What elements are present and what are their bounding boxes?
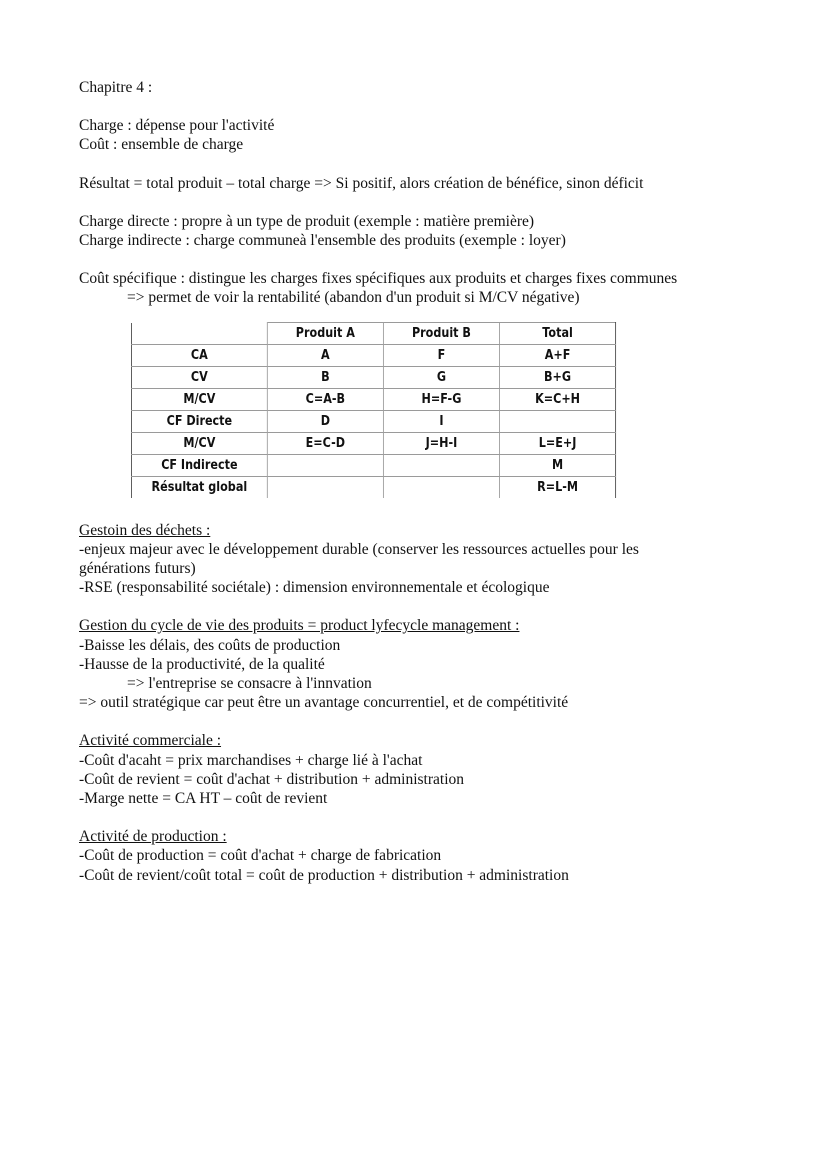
cout-specifique-note: => permet de voir la rentabilité (abandon d'un produit si M/CV négative) [127,289,580,307]
table-cell: K=C+H [500,389,616,411]
commerciale-heading: Activité commerciale : [79,732,222,750]
table-cell [500,411,616,433]
table-cell: E=C-D [267,433,383,455]
cycle-vie-item: -Hausse de la productivité, de la qualité [79,655,325,673]
table-cell [267,455,383,477]
table-cell: M [500,455,616,477]
charge-indirecte: Charge indirecte : charge communeà l'ensemble des produits (exemple : loyer) [79,232,566,250]
charge-directe: Charge directe : propre à un type de produit (exemple : matière première) [79,212,535,230]
dechets-heading: Gestoin des déchets : [79,521,211,539]
table-row-label: M/CV [131,389,267,411]
table-row [131,477,615,499]
table-cell: H=F-G [383,389,499,411]
definition-cout: Coût : ensemble de charge [79,136,244,154]
production-item: -Coût de production = coût d'achat + charge de fabrication [79,847,442,865]
commerciale-item: -Coût d'acaht = prix marchandises + charge lié à l'achat [79,751,423,769]
table-cell: B [267,367,383,389]
table-row-label: Résultat global [131,477,267,499]
table-row-label: M/CV [131,433,267,455]
table-row-label: CF Indirecte [131,455,267,477]
table-header-cell: Produit B [383,323,499,345]
table-cell: B+G [500,367,616,389]
table-cell: I [383,411,499,433]
table-cell: F [383,345,499,367]
cycle-vie-indented: => l'entreprise se consacre à l'innvation [127,675,372,693]
table-row [131,411,615,433]
production-item: -Coût de revient/coût total = coût de production + distribution + administration [79,866,569,884]
table-row-label: CA [131,345,267,367]
table-row-label: CF Directe [131,411,267,433]
resultat-formula: Résultat = total produit – total charge => Si positif, alors création de bénéfice, sinon déficit [79,174,644,192]
production-heading: Activité de production : [79,828,227,846]
table-cell [267,477,383,499]
dechets-item: générations futurs) [79,560,196,578]
chapter-title: Chapitre 4 : [79,79,153,96]
table-cell: L=E+J [500,433,616,455]
table-row [131,345,615,367]
dechets-item: -RSE (responsabilité sociétale) : dimension environnementale et écologique [79,579,550,597]
commerciale-item: -Marge nette = CA HT – coût de revient [79,790,328,808]
table-header-cell: Produit A [267,323,383,345]
table-row [131,367,615,389]
table-cell: D [267,411,383,433]
definition-charge: Charge : dépense pour l'activité [79,117,275,135]
cycle-vie-heading: Gestion du cycle de vie des produits = product lyfecycle management : [79,617,520,635]
table-cell: J=H-I [383,433,499,455]
table-header-cell: Total [500,323,616,345]
table-cell [383,455,499,477]
dechets-item: -enjeux majeur avec le développement durable (conserver les ressources actuelles pour les [79,540,639,558]
cycle-vie-item: -Baisse les délais, des coûts de production [79,636,341,654]
table-cell: A [267,345,383,367]
table-cell: C=A-B [267,389,383,411]
table-cell [383,477,499,499]
table-row [131,455,615,477]
cost-table [131,322,616,498]
table-row-label: CV [131,367,267,389]
cycle-vie-conclusion: => outil stratégique car peut être un avantage concurrentiel, et de compétitivité [79,694,569,712]
cout-specifique: Coût spécifique : distingue les charges fixes spécifiques aux produits et charges fixes communes [79,270,678,288]
commerciale-item: -Coût de revient = coût d'achat + distribution + administration [79,770,465,788]
table-header-cell [131,323,267,345]
table-row [131,433,615,455]
table-header-row [131,323,615,345]
table-cell: R=L-M [500,477,616,499]
table-cell: G [383,367,499,389]
table-cell: A+F [500,345,616,367]
table-row [131,389,615,411]
